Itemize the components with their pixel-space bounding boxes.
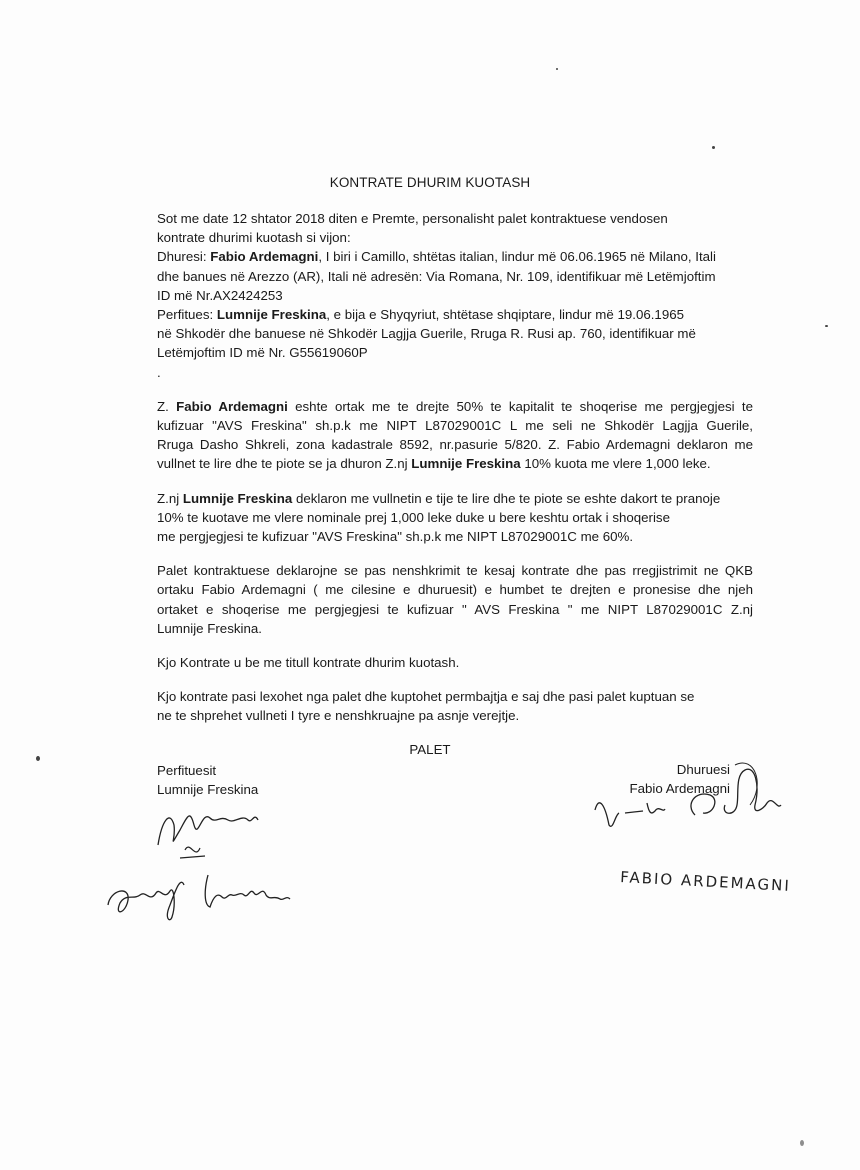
text-line xyxy=(157,286,753,305)
text-line xyxy=(157,397,753,416)
text-line xyxy=(157,324,753,343)
text-line xyxy=(157,416,753,435)
text-line xyxy=(157,580,753,599)
bold-name: Lumnije Freskina xyxy=(411,456,521,472)
text-segment: Kjo Kontrate u be me titull kontrate dhurim kuotash. xyxy=(157,655,460,671)
text-segment: eshte ortak me te drejte 50% te kapitalit te shoqerise me pergjegjesi te xyxy=(287,398,754,414)
text-segment: vullnet te lire dhe te piote se ja dhuron Z.nj xyxy=(157,456,412,472)
text-segment: ID më Nr.AX2424253 xyxy=(157,287,283,303)
paragraph xyxy=(157,653,753,672)
text-line xyxy=(157,706,753,725)
text-line xyxy=(157,343,753,362)
text-line xyxy=(157,435,753,454)
text-segment: dhe banues në Arezzo (AR), Itali në adresën: Via Romana, Nr. 109, identifikuar më Letëmjoftim xyxy=(157,268,716,284)
text-segment: Kjo kontrate pasi lexohet nga palet dhe kuptohet permbajtja e saj dhe pasi palet kuptuan se xyxy=(157,689,695,705)
bold-name: Fabio Ardemagni xyxy=(176,398,288,414)
text-segment: , e bija e Shyqyriut, shtëtase shqiptare, lindur më 19.06.1965 xyxy=(326,307,685,323)
text-line xyxy=(157,247,753,266)
beneficiary-signature-1 xyxy=(150,790,270,865)
text-segment: Rruga Dasho Shkreli, zona kadastrale 8592, nr.pasurie 5/820. Z. Fabio Ardemagni deklaron me xyxy=(157,437,753,453)
beneficiary-role: Perfituesit xyxy=(157,763,217,778)
text-segment: Palet kontraktuese deklarojne se pas nenshkrimit te kesaj kontrate dhe pas rregjistrimit ne QKB xyxy=(157,563,753,579)
text-line xyxy=(157,489,753,508)
bold-name: Lumnije Freskina xyxy=(216,307,327,323)
text-line xyxy=(157,561,753,580)
text-segment: kufizuar "AVS Freskina" sh.p.k me NIPT L87029001C L me seli ne Shkodër Lagjja Guerile, xyxy=(157,418,753,434)
text-segment: 10% kuota me vlere 1,000 leke. xyxy=(520,456,711,472)
text-segment: me pergjegjesi te kufizuar "AVS Freskina" sh.p.k me NIPT L87029001C me 60%. xyxy=(157,529,634,545)
text-segment: ortaku Fabio Ardemagni ( me cilesine e dhuruesit) e humbet te drejten e pronesise dhe njeh xyxy=(157,582,753,598)
text-line xyxy=(157,508,753,527)
paragraph xyxy=(157,209,753,382)
text-line xyxy=(157,619,753,638)
beneficiary-name: Lumnije Freskina xyxy=(157,782,259,797)
document-title: KONTRATE DHURIM KUOTASH xyxy=(329,175,531,190)
text-segment: Z. xyxy=(157,398,177,414)
text-line xyxy=(157,305,753,324)
paragraph xyxy=(157,561,753,638)
text-segment: ortaket e shoqerise me pergjegjesi te kufizuar " AVS Freskina " me NIPT L87029001C Z.nj xyxy=(157,601,753,617)
text-segment: , I biri i Camillo, shtëtas italian, lindur më 06.06.1965 në Milano, Itali xyxy=(318,249,716,265)
text-line xyxy=(157,209,753,228)
text-segment: Perfitues: xyxy=(157,307,217,323)
text-segment: Letëmjoftim ID më Nr. G55619060P xyxy=(157,345,368,361)
text-segment: në Shkodër dhe banuese në Shkodër Lagjja Guerile, Rruga R. Rusi ap. 760, identifikuar më xyxy=(157,326,696,342)
text-segment: . xyxy=(157,364,161,380)
text-segment: Sot me date 12 shtator 2018 diten e Premte, personalisht palet kontraktuese vendosen xyxy=(157,211,668,226)
text-segment: kontrate dhurimi kuotash si vijon: xyxy=(157,230,351,246)
text-line xyxy=(157,228,753,247)
donor-role: Dhuruesi xyxy=(676,762,730,777)
text-segment: deklaron me vullnetin e tije te lire dhe te piote se eshte dakort te pranoje xyxy=(292,490,721,506)
text-line xyxy=(157,363,753,382)
text-segment: 10% te kuotave me vlere nominale prej 1,000 leke duke u bere keshtu ortak i shoqerise xyxy=(157,509,670,525)
text-segment: ne te shprehet vullneti I tyre e nenshkruajne pa asnje verejtje. xyxy=(157,708,520,724)
donor-handwritten-name xyxy=(615,860,825,900)
document-body xyxy=(157,209,753,741)
text-segment: Z.nj xyxy=(157,490,183,506)
paragraph xyxy=(157,687,753,725)
bold-name: Fabio Ardemagni xyxy=(210,249,319,265)
text-segment: Lumnije Freskina. xyxy=(157,620,262,636)
donor-name: Fabio Ardemagni xyxy=(629,781,730,796)
scan-speck xyxy=(825,325,828,327)
donor-signature xyxy=(585,765,795,845)
paragraph xyxy=(157,397,753,474)
text-line xyxy=(157,653,753,672)
scan-speck xyxy=(36,756,40,761)
text-line xyxy=(157,267,753,286)
text-segment: Dhuresi: xyxy=(157,249,211,265)
bold-name: Lumnije Freskina xyxy=(182,490,293,506)
text-line xyxy=(157,527,753,546)
paragraph xyxy=(157,489,753,547)
scan-speck xyxy=(556,68,558,70)
text-line xyxy=(157,454,753,473)
scan-speck xyxy=(712,146,715,149)
beneficiary-signature-2 xyxy=(100,855,300,930)
parties-heading: PALET xyxy=(409,742,451,757)
donor-handwritten-name-text: FABIO ARDEMAGNI xyxy=(619,868,792,895)
scan-speck xyxy=(800,1140,804,1146)
text-line xyxy=(157,600,753,619)
text-line xyxy=(157,687,753,706)
